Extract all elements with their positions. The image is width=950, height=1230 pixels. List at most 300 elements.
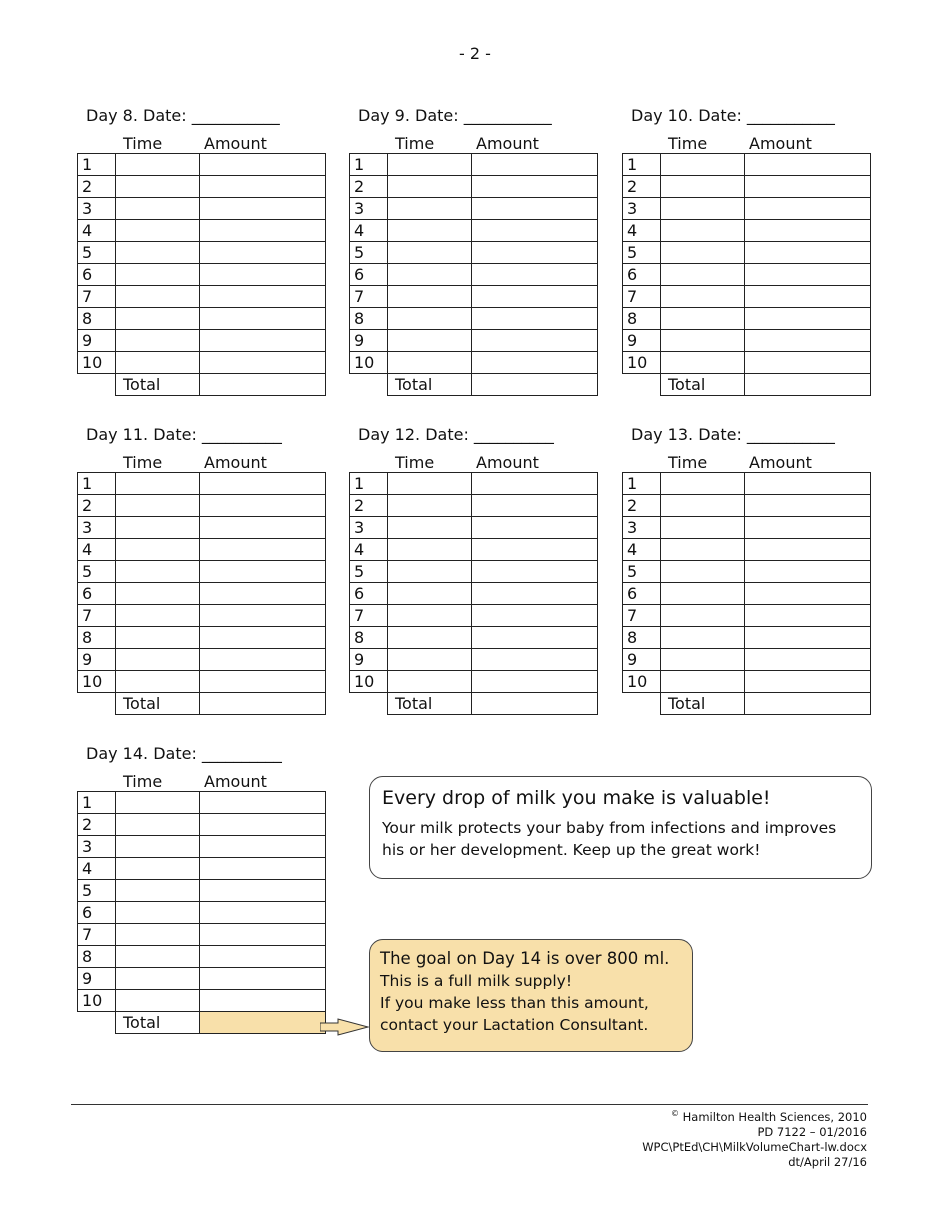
row-number: 3: [78, 836, 116, 858]
row-number: 7: [623, 286, 661, 308]
table-row: [623, 671, 871, 693]
table-row: [78, 198, 326, 220]
amount-cell[interactable]: [472, 308, 598, 330]
amount-cell[interactable]: [472, 495, 598, 517]
amount-cell[interactable]: [200, 539, 326, 561]
amount-column-header: Amount: [204, 453, 267, 472]
table-row: [78, 561, 326, 583]
row-number: 3: [78, 198, 116, 220]
amount-cell[interactable]: [200, 154, 326, 176]
amount-cell[interactable]: [745, 561, 871, 583]
time-cell[interactable]: [388, 605, 472, 627]
table-row: [623, 220, 871, 242]
table-row: [623, 286, 871, 308]
time-cell[interactable]: [116, 286, 200, 308]
row-number: 9: [623, 649, 661, 671]
amount-cell[interactable]: [200, 198, 326, 220]
total-row: [623, 374, 871, 396]
time-cell[interactable]: [661, 671, 745, 693]
amount-cell[interactable]: [200, 880, 326, 902]
time-cell[interactable]: [116, 352, 200, 374]
table-row: [623, 649, 871, 671]
time-cell[interactable]: [116, 880, 200, 902]
time-cell[interactable]: [116, 539, 200, 561]
amount-cell[interactable]: [472, 330, 598, 352]
time-cell[interactable]: [388, 649, 472, 671]
row-number: 4: [78, 858, 116, 880]
amount-cell[interactable]: [200, 495, 326, 517]
amount-cell[interactable]: [745, 220, 871, 242]
row-number: 5: [350, 561, 388, 583]
amount-cell[interactable]: [200, 561, 326, 583]
row-number: 5: [623, 561, 661, 583]
copyright-symbol: ©: [671, 1109, 679, 1118]
amount-cell[interactable]: [745, 308, 871, 330]
time-cell[interactable]: [388, 242, 472, 264]
time-cell[interactable]: [116, 649, 200, 671]
row-number: 1: [78, 473, 116, 495]
time-cell[interactable]: [661, 220, 745, 242]
table-row: [78, 924, 326, 946]
time-cell[interactable]: [661, 330, 745, 352]
amount-cell[interactable]: [200, 330, 326, 352]
time-cell[interactable]: [388, 627, 472, 649]
time-cell[interactable]: [116, 924, 200, 946]
table-row: [78, 605, 326, 627]
table-row: [78, 330, 326, 352]
amount-cell[interactable]: [472, 198, 598, 220]
amount-cell[interactable]: [200, 242, 326, 264]
footer-copyright: Hamilton Health Sciences, 2010: [682, 1109, 867, 1124]
amount-cell[interactable]: [200, 473, 326, 495]
time-cell[interactable]: [116, 176, 200, 198]
table-row: [78, 242, 326, 264]
day-date-label: Day 9. Date: ___________: [358, 106, 552, 125]
row-number: 10: [78, 990, 116, 1012]
amount-cell[interactable]: [472, 539, 598, 561]
amount-cell[interactable]: [200, 605, 326, 627]
table-row: [623, 517, 871, 539]
time-cell[interactable]: [116, 605, 200, 627]
time-cell[interactable]: [116, 308, 200, 330]
table-row: [350, 539, 598, 561]
row-number: 4: [78, 220, 116, 242]
row-number: 9: [623, 330, 661, 352]
amount-cell[interactable]: [472, 352, 598, 374]
row-number: 8: [350, 627, 388, 649]
time-cell[interactable]: [116, 946, 200, 968]
feeding-log-table: [622, 472, 871, 715]
day-date-label: Day 10. Date: ___________: [631, 106, 835, 125]
time-cell[interactable]: [661, 286, 745, 308]
time-cell[interactable]: [661, 539, 745, 561]
amount-cell[interactable]: [745, 352, 871, 374]
amount-cell[interactable]: [200, 649, 326, 671]
time-cell[interactable]: [661, 627, 745, 649]
amount-cell[interactable]: [200, 264, 326, 286]
table-row: [623, 330, 871, 352]
row-number: 7: [78, 924, 116, 946]
goal-callout: [369, 939, 693, 1052]
amount-cell[interactable]: [200, 352, 326, 374]
time-cell[interactable]: [388, 220, 472, 242]
table-row: [78, 583, 326, 605]
amount-cell[interactable]: [745, 176, 871, 198]
table-row: [78, 792, 326, 814]
amount-cell[interactable]: [745, 649, 871, 671]
total-label: Total: [116, 693, 200, 715]
row-number: 7: [78, 605, 116, 627]
total-row: [78, 1012, 326, 1034]
amount-cell[interactable]: [472, 605, 598, 627]
time-column-header: Time: [123, 772, 163, 791]
time-cell[interactable]: [661, 583, 745, 605]
time-cell[interactable]: [116, 220, 200, 242]
amount-cell[interactable]: [200, 946, 326, 968]
amount-cell[interactable]: [200, 583, 326, 605]
table-row: [78, 473, 326, 495]
row-number: 7: [623, 605, 661, 627]
total-label: Total: [116, 1012, 200, 1034]
time-cell[interactable]: [661, 473, 745, 495]
time-cell[interactable]: [661, 264, 745, 286]
row-number: 2: [623, 176, 661, 198]
time-cell[interactable]: [661, 517, 745, 539]
amount-cell[interactable]: [200, 792, 326, 814]
total-label: Total: [661, 374, 745, 396]
table-row: [78, 220, 326, 242]
amount-cell[interactable]: [745, 539, 871, 561]
row-number: 9: [350, 330, 388, 352]
amount-cell[interactable]: [745, 495, 871, 517]
row-number: 9: [78, 330, 116, 352]
row-number: 10: [623, 352, 661, 374]
day-date-label: Day 14. Date: __________: [86, 744, 282, 763]
amount-cell[interactable]: [200, 671, 326, 693]
row-number: 6: [78, 902, 116, 924]
time-cell[interactable]: [388, 264, 472, 286]
time-cell[interactable]: [116, 902, 200, 924]
row-number: 2: [78, 495, 116, 517]
row-number: 8: [350, 308, 388, 330]
amount-cell[interactable]: [472, 561, 598, 583]
footer: [642, 1106, 867, 1170]
row-number: 2: [78, 176, 116, 198]
table-row: [78, 308, 326, 330]
amount-column-header: Amount: [204, 134, 267, 153]
time-cell[interactable]: [388, 495, 472, 517]
table-row: [78, 154, 326, 176]
time-cell[interactable]: [388, 286, 472, 308]
table-row: [350, 495, 598, 517]
time-cell[interactable]: [388, 583, 472, 605]
amount-column-header: Amount: [749, 134, 812, 153]
row-number: 5: [623, 242, 661, 264]
row-number: 10: [350, 352, 388, 374]
table-row: [350, 627, 598, 649]
total-amount-cell[interactable]: [472, 693, 598, 715]
time-cell[interactable]: [388, 330, 472, 352]
total-label: Total: [661, 693, 745, 715]
row-number: 5: [78, 242, 116, 264]
amount-cell[interactable]: [200, 968, 326, 990]
time-cell[interactable]: [116, 561, 200, 583]
time-cell[interactable]: [116, 242, 200, 264]
row-number: 4: [350, 539, 388, 561]
time-cell[interactable]: [116, 814, 200, 836]
table-row: [623, 198, 871, 220]
table-row: [78, 990, 326, 1012]
time-cell[interactable]: [661, 561, 745, 583]
amount-column-header: Amount: [476, 134, 539, 153]
row-number: 5: [78, 880, 116, 902]
time-cell[interactable]: [116, 330, 200, 352]
table-row: [623, 352, 871, 374]
feeding-log-table: [77, 791, 326, 1034]
amount-cell[interactable]: [745, 627, 871, 649]
time-cell[interactable]: [388, 198, 472, 220]
day-date-label: Day 12. Date: __________: [358, 425, 554, 444]
table-row: [78, 176, 326, 198]
table-row: [78, 264, 326, 286]
amount-cell[interactable]: [472, 583, 598, 605]
time-cell[interactable]: [116, 990, 200, 1012]
encouragement-callout: [369, 776, 872, 879]
amount-cell[interactable]: [200, 990, 326, 1012]
row-number: 1: [78, 154, 116, 176]
feeding-log-table: [77, 472, 326, 715]
time-cell[interactable]: [116, 968, 200, 990]
amount-cell[interactable]: [200, 902, 326, 924]
table-row: [350, 561, 598, 583]
total-amount-cell[interactable]: [200, 374, 326, 396]
time-cell[interactable]: [388, 561, 472, 583]
total-amount-cell[interactable]: [200, 1012, 326, 1034]
time-cell[interactable]: [116, 473, 200, 495]
table-row: [623, 583, 871, 605]
table-row: [78, 880, 326, 902]
footer-date: dt/April 27/16: [788, 1154, 867, 1169]
table-row: [350, 308, 598, 330]
time-cell[interactable]: [116, 583, 200, 605]
time-cell[interactable]: [116, 671, 200, 693]
time-cell[interactable]: [116, 627, 200, 649]
amount-cell[interactable]: [472, 473, 598, 495]
row-number: 2: [78, 814, 116, 836]
amount-cell[interactable]: [200, 176, 326, 198]
time-cell[interactable]: [388, 352, 472, 374]
table-row: [350, 330, 598, 352]
amount-cell[interactable]: [200, 836, 326, 858]
amount-cell[interactable]: [200, 286, 326, 308]
time-cell[interactable]: [661, 352, 745, 374]
time-column-header: Time: [395, 453, 435, 472]
table-row: [350, 176, 598, 198]
row-number: 8: [623, 308, 661, 330]
amount-cell[interactable]: [472, 517, 598, 539]
total-amount-cell[interactable]: [745, 374, 871, 396]
amount-cell[interactable]: [472, 176, 598, 198]
time-cell[interactable]: [116, 517, 200, 539]
time-cell[interactable]: [388, 671, 472, 693]
time-cell[interactable]: [661, 176, 745, 198]
time-cell[interactable]: [661, 605, 745, 627]
goal-title: The goal on Day 14 is over 800 ml.: [380, 949, 670, 968]
time-cell[interactable]: [116, 154, 200, 176]
amount-cell[interactable]: [745, 242, 871, 264]
time-cell[interactable]: [661, 242, 745, 264]
table-row: [623, 242, 871, 264]
time-cell[interactable]: [388, 517, 472, 539]
table-row: [78, 539, 326, 561]
amount-cell[interactable]: [745, 605, 871, 627]
row-number: 3: [78, 517, 116, 539]
footer-divider: [71, 1104, 868, 1105]
time-cell[interactable]: [661, 154, 745, 176]
row-number: 6: [623, 583, 661, 605]
amount-cell[interactable]: [745, 154, 871, 176]
row-number: 1: [623, 154, 661, 176]
table-row: [78, 517, 326, 539]
row-number: 1: [78, 792, 116, 814]
time-cell[interactable]: [116, 264, 200, 286]
amount-cell[interactable]: [745, 671, 871, 693]
row-number: 8: [78, 627, 116, 649]
table-row: [623, 605, 871, 627]
feeding-log-table: [77, 153, 326, 396]
row-number: 4: [623, 220, 661, 242]
table-row: [78, 968, 326, 990]
time-cell[interactable]: [116, 198, 200, 220]
row-number: 8: [78, 946, 116, 968]
row-number: 3: [623, 517, 661, 539]
callout-body: Your milk protects your baby from infections and improves his or her development. Keep up the great work!: [382, 819, 837, 859]
row-number: 6: [350, 583, 388, 605]
amount-cell[interactable]: [745, 286, 871, 308]
time-cell[interactable]: [116, 495, 200, 517]
table-row: [623, 561, 871, 583]
time-column-header: Time: [395, 134, 435, 153]
amount-cell[interactable]: [745, 198, 871, 220]
amount-cell[interactable]: [472, 264, 598, 286]
amount-cell[interactable]: [200, 858, 326, 880]
row-number: 4: [350, 220, 388, 242]
table-row: [623, 154, 871, 176]
amount-cell[interactable]: [472, 649, 598, 671]
feeding-log-table: [349, 153, 598, 396]
amount-cell[interactable]: [200, 517, 326, 539]
amount-cell[interactable]: [472, 220, 598, 242]
total-amount-cell[interactable]: [472, 374, 598, 396]
amount-cell[interactable]: [200, 627, 326, 649]
table-row: [350, 352, 598, 374]
time-cell[interactable]: [388, 176, 472, 198]
amount-cell[interactable]: [745, 264, 871, 286]
row-number: 7: [78, 286, 116, 308]
time-cell[interactable]: [661, 649, 745, 671]
total-row: [623, 693, 871, 715]
amount-cell[interactable]: [200, 814, 326, 836]
feeding-log-table: [349, 472, 598, 715]
amount-cell[interactable]: [200, 924, 326, 946]
row-number: 10: [350, 671, 388, 693]
table-row: [350, 605, 598, 627]
table-row: [78, 836, 326, 858]
amount-cell[interactable]: [472, 242, 598, 264]
table-row: [78, 649, 326, 671]
row-number: 1: [623, 473, 661, 495]
time-cell[interactable]: [388, 473, 472, 495]
callout-title: Every drop of milk you make is valuable!: [382, 787, 771, 809]
amount-cell[interactable]: [472, 627, 598, 649]
amount-cell[interactable]: [472, 286, 598, 308]
amount-cell[interactable]: [200, 308, 326, 330]
total-amount-cell[interactable]: [200, 693, 326, 715]
time-cell[interactable]: [388, 308, 472, 330]
time-cell[interactable]: [116, 836, 200, 858]
amount-column-header: Amount: [749, 453, 812, 472]
table-row: [350, 583, 598, 605]
amount-cell[interactable]: [472, 154, 598, 176]
row-number: 9: [78, 649, 116, 671]
row-number: 9: [78, 968, 116, 990]
table-row: [78, 352, 326, 374]
total-row: [78, 693, 326, 715]
table-row: [78, 814, 326, 836]
row-number: 2: [350, 176, 388, 198]
row-number: 2: [350, 495, 388, 517]
amount-cell[interactable]: [745, 473, 871, 495]
total-label: Total: [116, 374, 200, 396]
row-number: 9: [350, 649, 388, 671]
amount-cell[interactable]: [745, 583, 871, 605]
row-number: 8: [623, 627, 661, 649]
row-number: 10: [623, 671, 661, 693]
time-cell[interactable]: [661, 198, 745, 220]
table-row: [623, 176, 871, 198]
total-amount-cell[interactable]: [745, 693, 871, 715]
total-row: [350, 374, 598, 396]
row-number: 3: [350, 198, 388, 220]
time-cell[interactable]: [388, 154, 472, 176]
table-row: [623, 539, 871, 561]
row-number: 10: [78, 352, 116, 374]
table-row: [350, 473, 598, 495]
table-row: [350, 671, 598, 693]
amount-cell[interactable]: [200, 220, 326, 242]
amount-column-header: Amount: [476, 453, 539, 472]
table-row: [350, 264, 598, 286]
total-label: Total: [388, 693, 472, 715]
total-row: [350, 693, 598, 715]
row-number: 1: [350, 154, 388, 176]
row-number: 4: [623, 539, 661, 561]
time-cell[interactable]: [116, 858, 200, 880]
row-number: 8: [78, 308, 116, 330]
table-row: [623, 627, 871, 649]
time-cell[interactable]: [661, 495, 745, 517]
table-row: [78, 286, 326, 308]
amount-cell[interactable]: [745, 330, 871, 352]
time-cell[interactable]: [661, 308, 745, 330]
amount-cell[interactable]: [745, 517, 871, 539]
amount-cell[interactable]: [472, 671, 598, 693]
time-cell[interactable]: [388, 539, 472, 561]
time-cell[interactable]: [116, 792, 200, 814]
table-row: [78, 902, 326, 924]
footer-file-path: WPC\PtEd\CH\MilkVolumeChart-lw.docx: [642, 1139, 867, 1154]
row-number: 6: [78, 264, 116, 286]
